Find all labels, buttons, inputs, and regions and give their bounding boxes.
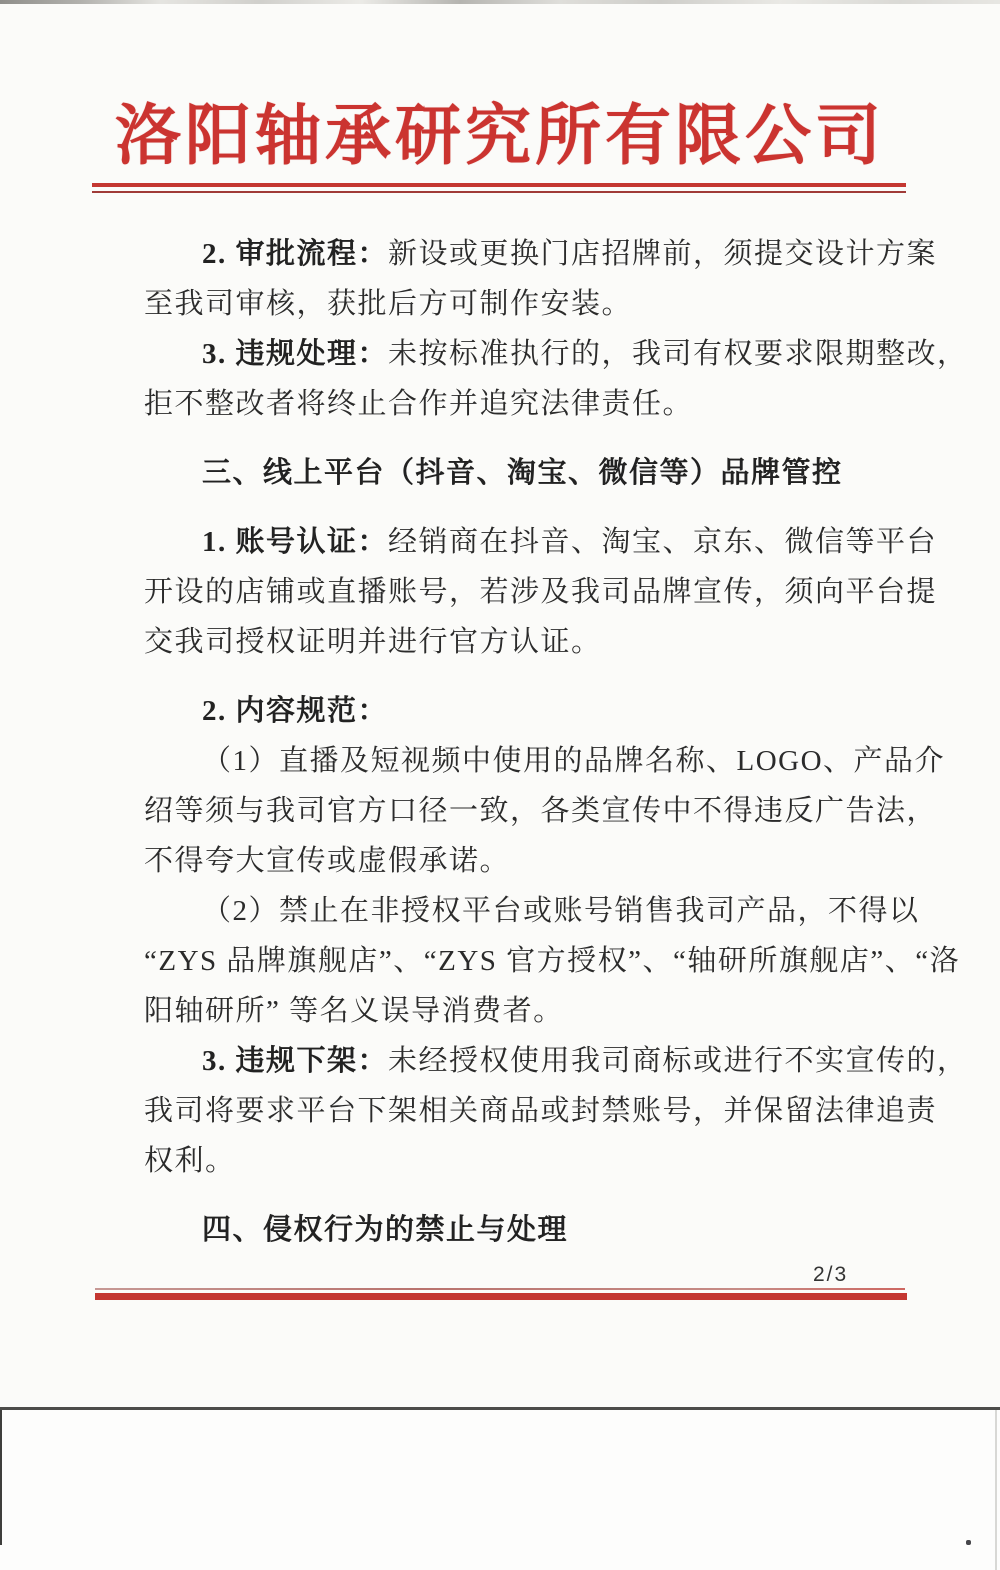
section-heading: 三、线上平台（抖音、淘宝、微信等）品牌管控 (202, 457, 843, 489)
text-line: 至我司审核，获批后方可制作安装。 (144, 288, 633, 320)
text-line: 绍等须与我司官方口径一致，各类宣传中不得违反广告法， (144, 795, 938, 827)
text-line: 开设的店铺或直播账号，若涉及我司品牌宣传，须向平台提 (144, 576, 938, 608)
text-line: 拒不整改者将终止合作并追究法律责任。 (144, 388, 694, 420)
text-line: 1. 账号认证：经销商在抖音、淘宝、京东、微信等平台 (202, 526, 938, 558)
scan-top-edge-artifact (0, 0, 1000, 4)
section-heading: 四、侵权行为的禁止与处理 (202, 1214, 569, 1246)
footer-rule-thin (95, 1288, 905, 1290)
text-line: 2. 内容规范： (202, 695, 389, 727)
text-line: 权利。 (144, 1145, 236, 1177)
text-line: （1）直播及短视频中使用的品牌名称、LOGO、产品介 (202, 745, 946, 777)
scan-right-edge-line (995, 1410, 997, 1570)
letterhead-rule-thin (92, 191, 906, 193)
scan-dust-speck (966, 1540, 971, 1545)
text-line: “ZYS 品牌旗舰店”、“ZYS 官方授权”、“轴研所旗舰店”、“洛 (144, 945, 961, 977)
scanner-background (0, 1410, 1000, 1570)
text-line: 3. 违规处理：未按标准执行的，我司有权要求限期整改， (202, 338, 968, 370)
text-line: 阳轴研所” 等名义误导消费者。 (144, 995, 564, 1027)
scan-left-edge-line (0, 1410, 2, 1545)
letterhead-rule-thick (92, 183, 906, 187)
text-line: 3. 违规下架：未经授权使用我司商标或进行不实宣传的， (202, 1045, 968, 1077)
text-line: 我司将要求平台下架相关商品或封禁账号，并保留法律追责 (144, 1095, 938, 1127)
company-letterhead-title: 洛阳轴承研究所有限公司 (115, 100, 885, 173)
text-line: 2. 审批流程：新设或更换门店招牌前，须提交设计方案 (202, 238, 938, 270)
text-line: 不得夸大宣传或虚假承诺。 (144, 845, 511, 877)
document-body (144, 229, 968, 1255)
text-line: （2）禁止在非授权平台或账号销售我司产品，不得以 (202, 895, 920, 927)
text-line: 交我司授权证明并进行官方认证。 (144, 626, 602, 658)
footer-rule-thick (95, 1293, 907, 1300)
page-number: 2/3 (813, 1263, 849, 1286)
